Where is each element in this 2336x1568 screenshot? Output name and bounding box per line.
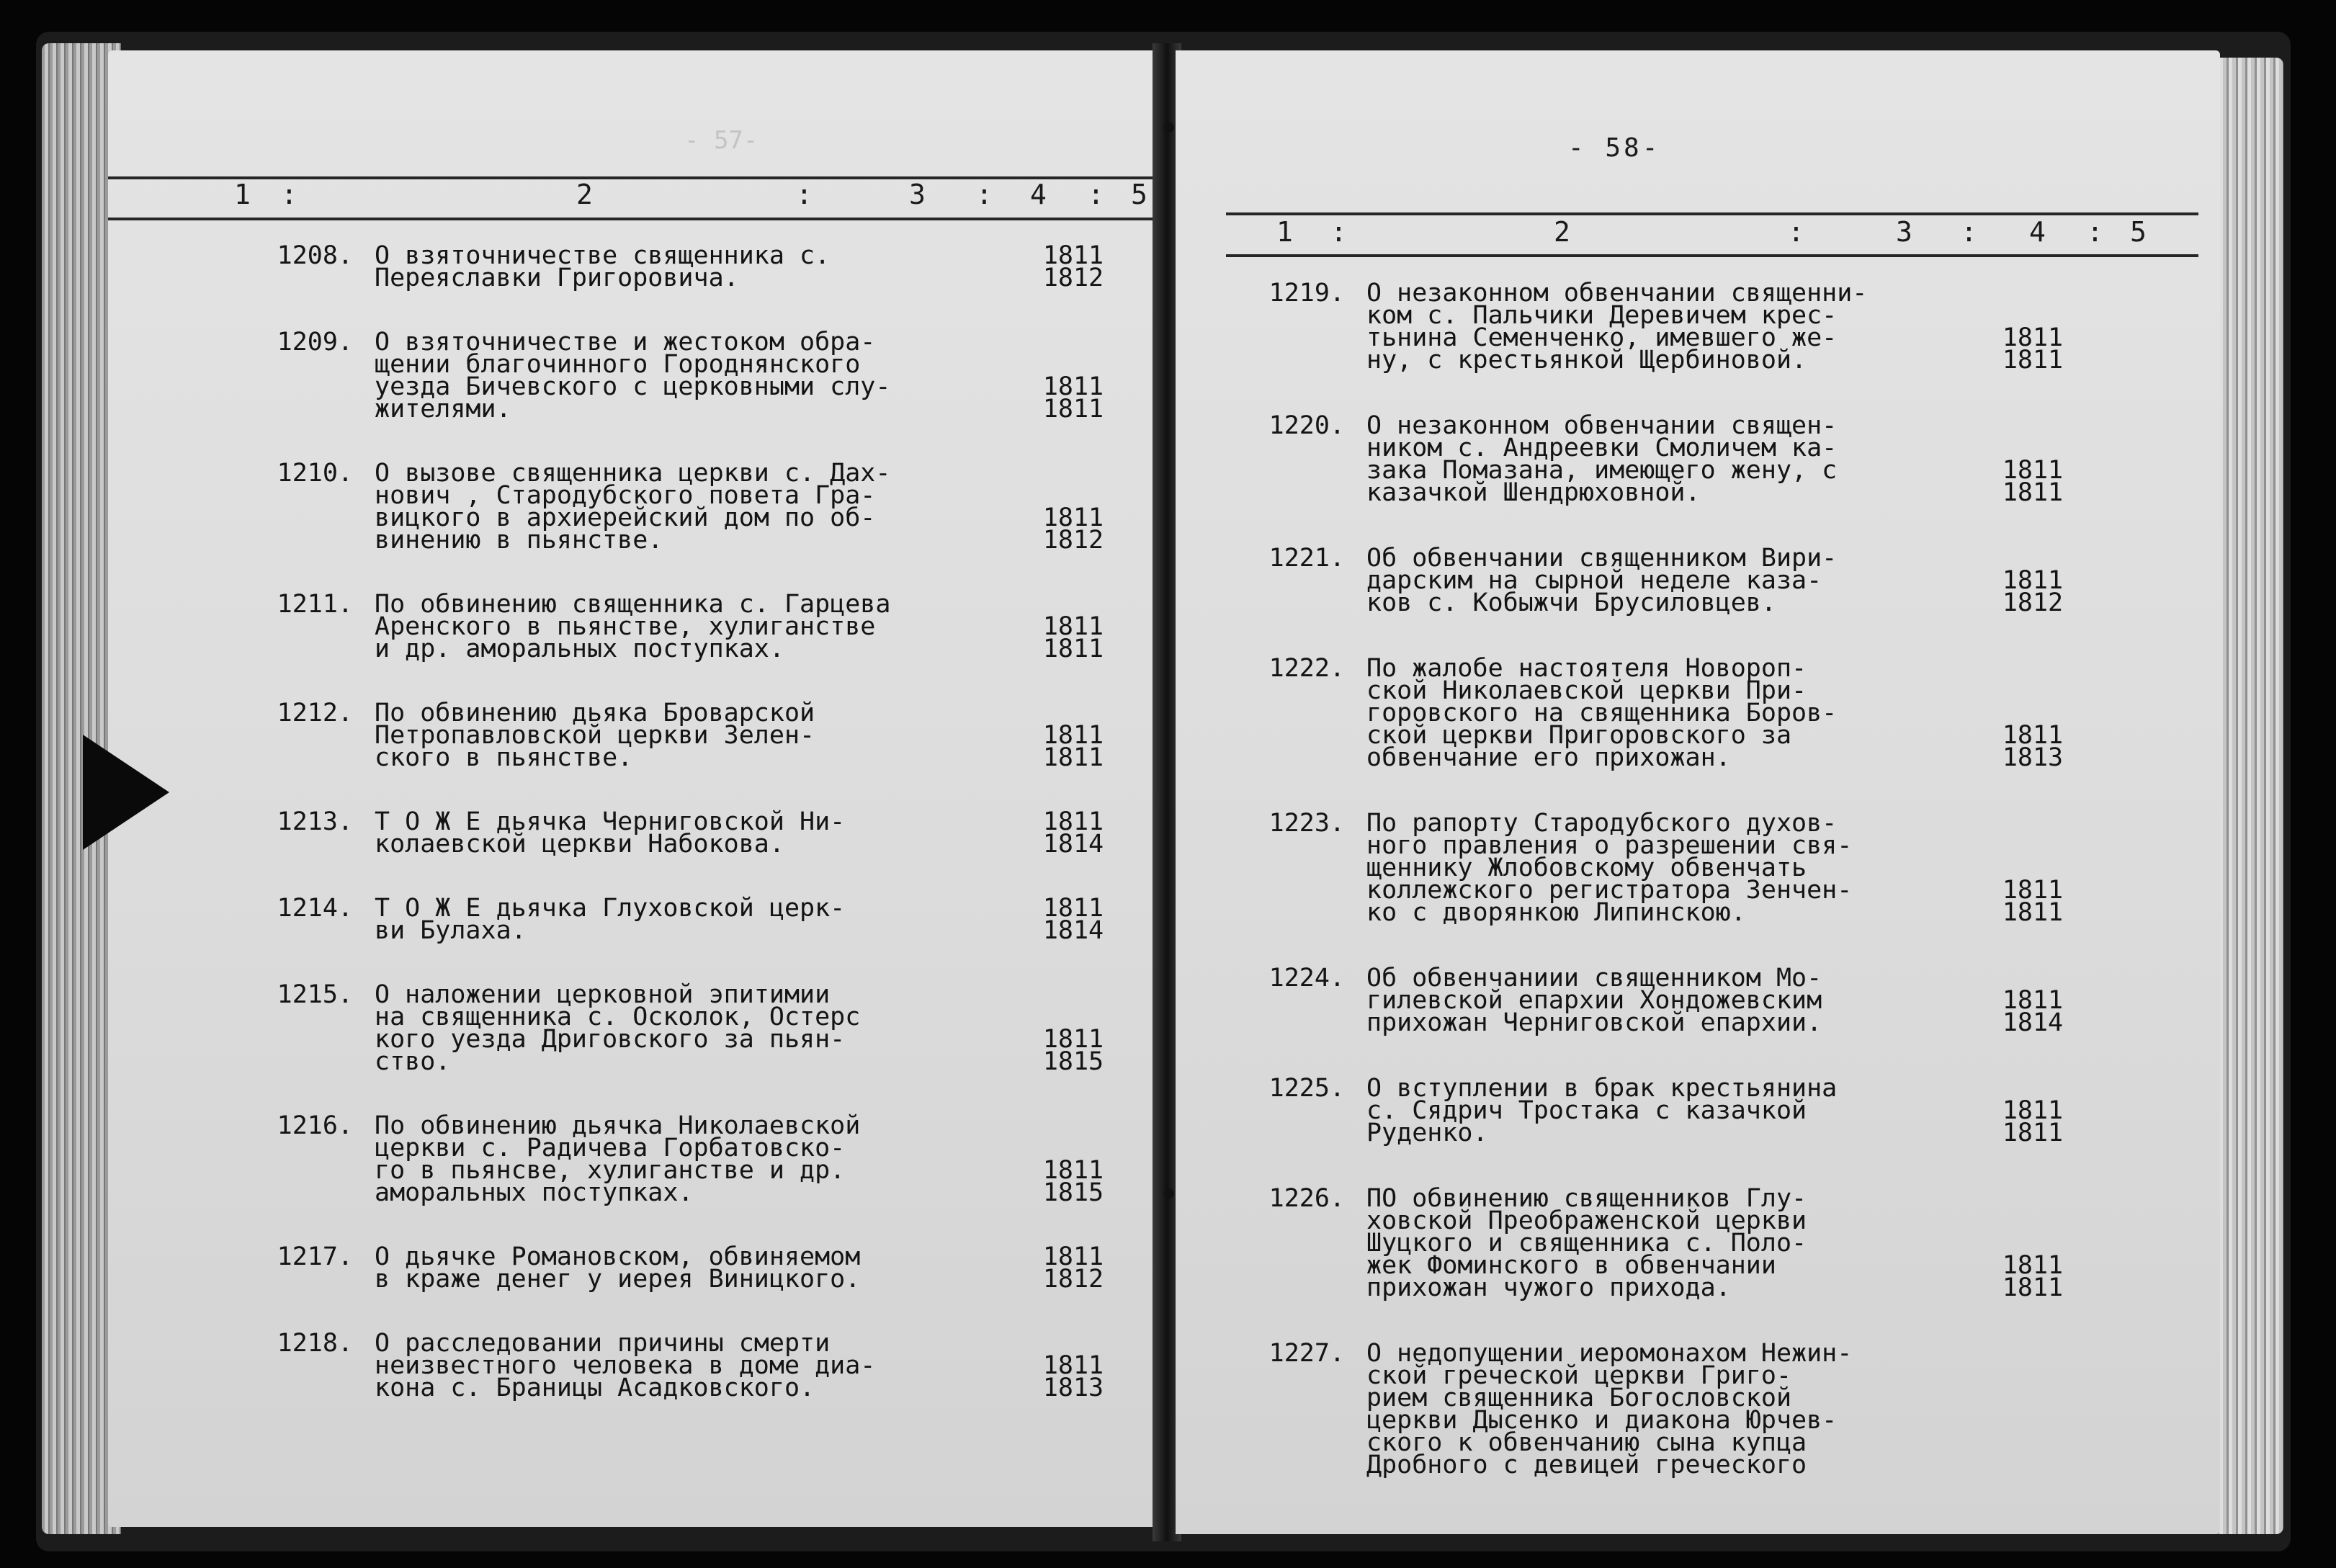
end-year: 1812 [1042,264,1104,292]
end-year: 1811 [1042,743,1104,772]
right-header-col5: 5 [2130,216,2148,248]
header-bottom-rule [1226,254,2198,257]
start-year: 1811 [1042,894,1104,923]
end-year: 1811 [2002,1273,2064,1302]
entry-years [1993,566,2072,617]
entry-description-line: ского в пьянстве. [375,743,633,772]
entry-description-line: нович , Стародубского повета Гра- [375,481,876,510]
entry-description-line: тьнина Семенченко, имевшего же- [1366,323,1838,352]
entry-years [1034,721,1113,772]
entry-number: 1222. [1268,654,1345,683]
header-top-rule [1226,212,2198,215]
entry-description-line: церкви Дысенко и диакона Юрчев- [1366,1406,1838,1435]
start-year: 1811 [1042,1156,1104,1185]
entry-description [375,1111,872,1207]
entry-description [1366,1339,1863,1479]
entry-description-line: О взяточничестве священника с. [375,241,831,270]
end-year: 1814 [1042,916,1104,945]
entry-description [1366,1074,1863,1147]
left-header-sep: : [796,179,814,210]
entry-number: 1219. [1268,279,1345,308]
entry-description [1366,654,1863,772]
entry-number: 1227. [1268,1339,1345,1368]
end-year: 1812 [1042,1265,1104,1294]
start-year: 1811 [2002,986,2064,1015]
entry-years [1034,1242,1113,1294]
entry-years [1034,372,1113,424]
binding-hole [1164,1188,1174,1199]
start-year: 1811 [1042,372,1104,401]
end-year: 1813 [1042,1374,1104,1402]
entry-description-line: кого уезда Дриговского за пьян- [375,1025,846,1054]
end-year: 1811 [2002,478,2064,507]
left-header-col2: 2 [576,179,594,210]
entry-description-line: прихожан Черниговской епархии. [1366,1008,1822,1037]
entry-description-line: жек Фоминского в обвенчании [1366,1251,1776,1280]
ghost-folio-left: - 57- [684,126,758,155]
entry-years [1993,1096,2072,1147]
entry-description [375,590,891,663]
entry-description-line: По обвинению дьячка Николаевской [375,1111,861,1140]
entry-description-line: Дробного с девицей греческого [1366,1451,1807,1479]
entry-description-line: О вступлении в брак крестьянина [1366,1074,1838,1103]
entry-description [1366,809,1863,927]
entry-number: 1216. [277,1111,353,1140]
entry-description-line: ПО обвинению священников Глу- [1366,1184,1807,1213]
entry-number: 1212. [277,699,353,727]
entry-description-line: О наложении церковной эпитимии [375,980,831,1009]
entry-description-line: ну, с крестьянкой Щербиновой. [1366,346,1807,375]
entry-description [1366,411,1863,507]
start-year: 1811 [2002,323,2064,352]
entry-description-line: Руденко. [1366,1119,1488,1147]
end-year: 1811 [2002,1119,2064,1147]
entry-description-line: Об обвенчаниии священником Мо- [1366,964,1822,993]
entry-description-line: коллежского регистратора Зенчен- [1366,876,1853,905]
entry-description-line: ской греческой церкви Григо- [1366,1361,1792,1390]
start-year: 1811 [1042,241,1104,270]
entry-description-line: ство. [375,1047,451,1076]
end-year: 1813 [2002,743,2064,772]
entry-number: 1210. [277,459,353,488]
entry-number: 1211. [277,590,353,619]
entry-description [375,328,891,424]
entry-description-line: ской церкви Пригоровского за [1366,721,1792,750]
header-bottom-rule [108,218,1160,220]
left-header-sep: : [1088,179,1106,210]
start-year: 1811 [1042,612,1104,641]
entry-description-line: О взяточничестве и жестоком обра- [375,328,876,357]
start-year: 1811 [1042,503,1104,532]
left-header-col5: 5 [1131,179,1149,210]
entry-description [375,1242,872,1294]
entry-description-line: ховской Преображенской церкви [1366,1206,1807,1235]
entry-description-line: ской Николаевской церкви При- [1366,676,1807,705]
entry-description-line: обвенчание его прихожан. [1366,743,1731,772]
start-year: 1811 [2002,1096,2064,1125]
entry-description-line: горовского на священника Боров- [1366,699,1838,727]
binding-hole [1164,122,1174,133]
entry-description-line: По обвинению дьяка Броварской [375,699,815,727]
entry-description-line: ком с. Пальчики Деревичем крес- [1366,301,1838,330]
right-header-sep: : [1788,216,1806,248]
entry-description [1366,279,1868,375]
entry-years [1034,1025,1113,1076]
entry-years [1034,894,1113,945]
entry-years [1993,876,2072,927]
entry-description-line: По обвинению священника с. Гарцева [375,590,891,619]
end-year: 1815 [1042,1178,1104,1207]
entry-years [1034,503,1113,555]
entry-description-line: в краже денег у иерея Виницкого. [375,1265,861,1294]
right-header-col2: 2 [1554,216,1572,248]
entry-description [375,980,872,1076]
entry-description-line: уезда Бичевского с церковными слу- [375,372,891,401]
entry-description [1366,544,1863,617]
entry-description-line: и др. аморальных поступках. [375,635,784,663]
entry-years [1034,1156,1113,1207]
entry-description-line: на священника с. Осколок, Остерс [375,1003,861,1031]
entry-number: 1218. [277,1329,353,1358]
entry-description-line: Об обвенчании священником Вири- [1366,544,1838,573]
end-year: 1814 [1042,830,1104,859]
start-year: 1811 [1042,1242,1104,1271]
start-year: 1811 [2002,566,2064,595]
entry-description-line: гилевской епархии Хондожевским [1366,986,1822,1015]
entry-number: 1226. [1268,1184,1345,1213]
entry-description-line: ником с. Андреевки Смоличем ка- [1366,434,1838,462]
header-top-rule [108,176,1160,179]
entry-description-line: го в пьянсве, хулиганстве и др. [375,1156,846,1185]
end-year: 1814 [2002,1008,2064,1037]
entry-description-line: с. Сядрич Тростака с казачкой [1366,1096,1807,1125]
entry-description [375,1329,876,1402]
entry-description-line: зака Помазана, имеющего жену, с [1366,456,1838,485]
left-page [108,50,1160,1527]
entry-number: 1224. [1268,964,1345,993]
entry-description-line: О недопущении иеромонахом Нежин- [1366,1339,1853,1368]
right-header-sep: : [1961,216,1979,248]
end-year: 1812 [2002,588,2064,617]
entry-number: 1225. [1268,1074,1345,1103]
right-header-sep: : [1330,216,1348,248]
entry-description [375,807,872,859]
entry-number: 1220. [1268,411,1345,440]
entry-description-line: Петропавловской церкви Зелен- [375,721,815,750]
entry-description-line: прихожан чужого прихода. [1366,1273,1731,1302]
entry-years [1993,323,2072,375]
entry-description [1366,964,1863,1037]
entry-description-line: О незаконном обвенчании священни- [1366,279,1868,308]
entry-years [1993,1251,2072,1302]
entry-years [1034,807,1113,859]
start-year: 1811 [1042,1025,1104,1054]
entry-years [1993,721,2072,772]
entry-number: 1215. [277,980,353,1009]
right-header-sep: : [2087,216,2105,248]
entry-description-line: дарским на сырной неделе каза- [1366,566,1822,595]
entry-number: 1223. [1268,809,1345,838]
start-year: 1811 [1042,1351,1104,1380]
entry-description-line: аморальных поступках. [375,1178,694,1207]
entry-description [375,241,872,292]
page-number: - 58- [1568,133,1661,163]
start-year: 1811 [2002,876,2064,905]
left-header-col4: 4 [1030,179,1048,210]
entry-description [375,459,891,555]
entry-number: 1209. [277,328,353,357]
entry-years [1993,456,2072,507]
entry-years [1034,612,1113,663]
left-header-sep: : [281,179,299,210]
entry-description [375,894,872,945]
left-header-col3: 3 [909,179,927,210]
start-year: 1811 [1042,807,1104,836]
entry-description-line: По жалобе настоятеля Новороп- [1366,654,1807,683]
entry-description-line: О вызове священника церкви с. Дах- [375,459,891,488]
entry-description-line: щении благочинного Городнянского [375,350,861,379]
entry-description-line: Т О Ж Е дьячка Черниговской Ни- [375,807,846,836]
entry-description-line: вицкого в архиерейский дом по об- [375,503,876,532]
entry-description-line: О расследовании причины смерти [375,1329,831,1358]
dark-page-corner [83,735,169,850]
entry-description-line: По рапорту Стародубского духов- [1366,809,1838,838]
right-header-col1: 1 [1276,216,1294,248]
entry-description-line: кона с. Браницы Асадковского. [375,1374,815,1402]
entry-description-line: Аренского в пьянстве, хулиганстве [375,612,876,641]
end-year: 1811 [1042,635,1104,663]
entry-number: 1208. [277,241,353,270]
entry-description-line: О незаконном обвенчании священ- [1366,411,1838,440]
entry-description-line: щеннику Жлобовскому обвенчать [1366,854,1807,882]
entry-description-line: ко с дворянкою Липинскою. [1366,898,1746,927]
end-year: 1811 [2002,346,2064,375]
entry-description-line: жителями. [375,395,511,424]
entry-description-line: колаевской церкви Набокова. [375,830,784,859]
end-year: 1811 [1042,395,1104,424]
entry-years [1034,1351,1113,1402]
entry-number: 1214. [277,894,353,923]
entry-description-line: Шуцкого и священника с. Поло- [1366,1229,1807,1258]
entry-years [1034,241,1113,292]
entry-description-line: неизвестного человека в доме диа- [375,1351,876,1380]
end-year: 1812 [1042,526,1104,555]
entry-description-line: казачкой Шендрюховной. [1366,478,1701,507]
start-year: 1811 [2002,1251,2064,1280]
end-year: 1815 [1042,1047,1104,1076]
entry-description [375,699,872,772]
entry-description-line: ного правления о разрешении свя- [1366,831,1853,860]
left-header-sep: : [976,179,994,210]
entry-number: 1213. [277,807,353,836]
entry-description-line: Переяславки Григоровича. [375,264,739,292]
entry-description [1366,1184,1863,1302]
entry-number: 1221. [1268,544,1345,573]
entry-description-line: ви Булаха. [375,916,527,945]
entry-description-line: церкви с. Радичева Горбатовско- [375,1134,846,1162]
entry-number: 1217. [277,1242,353,1271]
entry-description-line: Т О Ж Е дьячка Глуховской церк- [375,894,846,923]
start-year: 1811 [2002,456,2064,485]
right-header-col4: 4 [2029,216,2047,248]
entry-description-line: рием священника Богословской [1366,1384,1792,1412]
start-year: 1811 [1042,721,1104,750]
end-year: 1811 [2002,898,2064,927]
entry-description-line: ков с. Кобыжчи Брусиловцев. [1366,588,1776,617]
left-header-col1: 1 [234,179,252,210]
right-page [1176,50,2220,1534]
entry-description-line: винению в пьянстве. [375,526,663,555]
right-header-col3: 3 [1896,216,1914,248]
entry-description-line: О дьячке Романовском, обвиняемом [375,1242,861,1271]
start-year: 1811 [2002,721,2064,750]
entry-years [1993,986,2072,1037]
entry-description-line: ского к обвенчанию сына купца [1366,1428,1807,1457]
